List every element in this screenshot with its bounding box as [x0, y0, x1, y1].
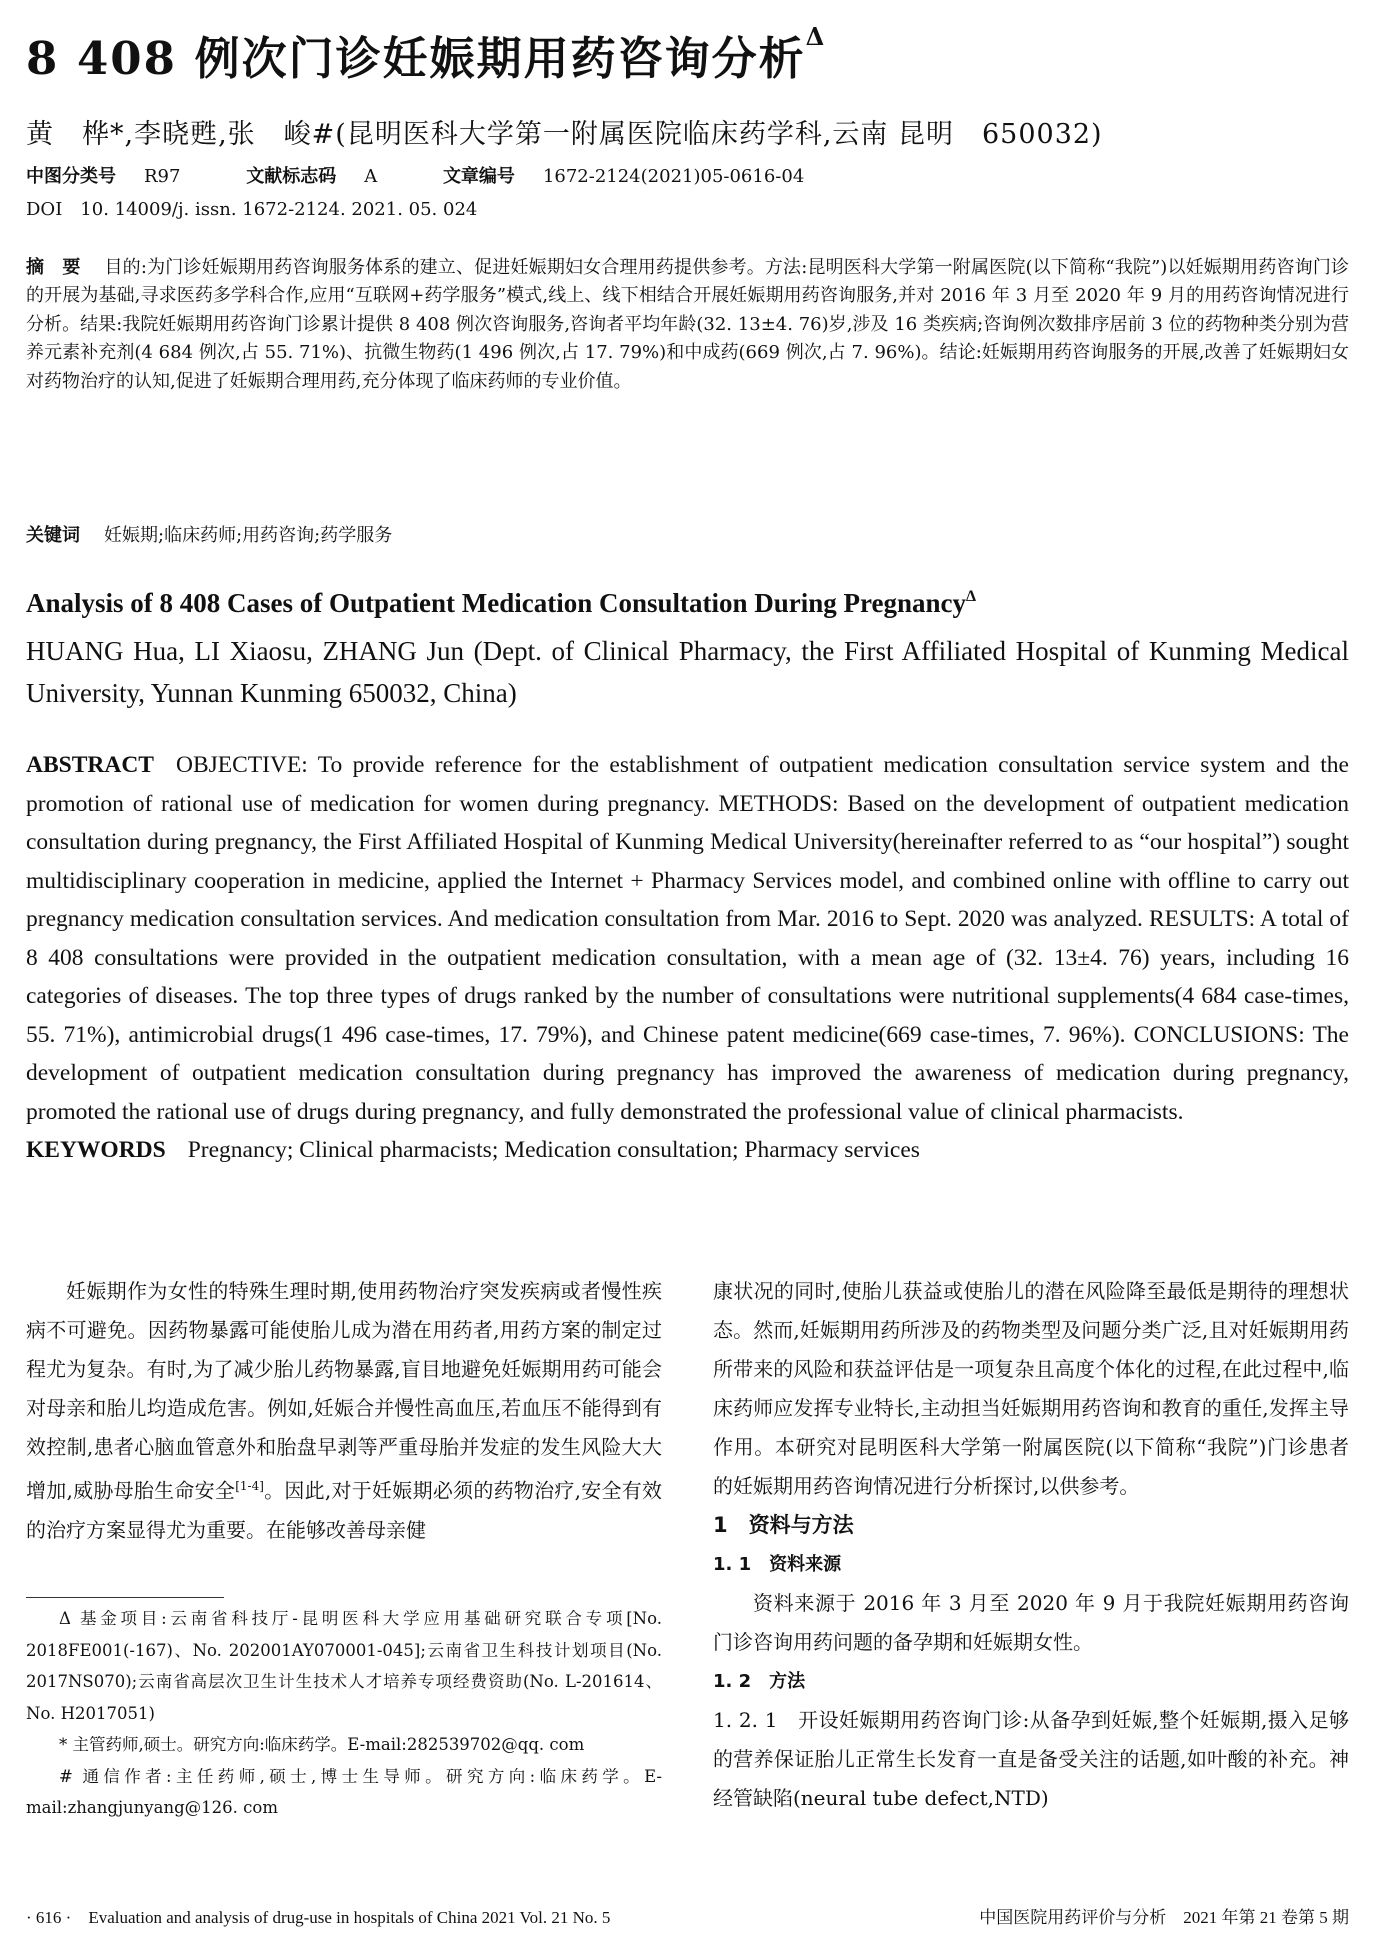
method-paragraph: 1. 2. 1 开设妊娠期用药咨询门诊:从备孕到妊娠,整个妊娠期,摄入足够的营养保证胎儿正常生长发育一直是备受关注的话题,如叶酸的补充。神经管缺陷(neural tube defect,NTD): [713, 1708, 1349, 1810]
section-heading-1: 1 资料与方法: [713, 1513, 854, 1537]
abstract-en-label: ABSTRACT: [26, 752, 154, 778]
section-heading-1-2: 1. 2 方法: [713, 1671, 806, 1692]
article-title: 8 408 例次门诊妊娠期用药咨询分析$^\Delta$: [26, 22, 827, 85]
abstract-cn-label: 摘 要: [26, 257, 81, 278]
keywords-en-text: Pregnancy; Clinical pharmacists; Medication consultation; Pharmacy services: [187, 1137, 920, 1163]
footer-right: 中国医院用药评价与分析 2021 年第 21 卷第 5 期: [979, 1908, 1349, 1927]
intro-continuation: 康状况的同时,使胎儿获益或使胎儿的潜在风险降至最低是期待的理想状态。然而,妊娠期用药所涉及的药物类型及问题分类广泛,且对妊娠期用药所带来的风险和获益评估是一项复杂且高度个体化的过程,在此过程中,临床药师应发挥专业特长,主动担当妊娠期用药咨询和教育的重任,发挥主导作用。本研究对昆明医科大学第一附属医院(以下简称“我院”)门诊患者的妊娠期用药咨询情况进行分析探讨,以供参考。: [713, 1279, 1349, 1498]
keywords-cn-text: 妊娠期;临床药师;用药咨询;药学服务: [104, 525, 393, 546]
intro-paragraph: 妊娠期作为女性的特殊生理时期,使用药物治疗突发疾病或者慢性疾病不可避免。因药物暴露可能使胎儿成为潜在用药者,用药方案的制定过程尤为复杂。有时,为了减少胎儿药物暴露,盲目地避免妊娠期用药可能会对母亲和胎儿均造成危害。例如,妊娠合并慢性高血压,若血压不能得到有效控制,患者心脑血管意外和胎盘早剥等严重母胎并发症的发生风险大大增加,威胁母胎生命安全[1-4]。因此,对于妊娠期必须的药物治疗,安全有效的治疗方案显得尤为重要。在能够改善母亲健: [26, 1279, 663, 1542]
doc-code-value: A: [364, 166, 378, 187]
keywords-en-label: KEYWORDS: [26, 1137, 166, 1163]
english-fund-mark: Δ: [966, 588, 977, 605]
classification-line: [26, 162, 804, 188]
footer-left: · 616 · Evaluation and analysis of drug-use in hospitals of China 2021 Vol. 21 No. 5: [26, 1908, 611, 1927]
doi-line: DOI 10. 14009/j. issn. 1672-2124. 2021. 05. 024: [26, 199, 478, 220]
body-right-column: [713, 1272, 1349, 1818]
footnote-rule: [26, 1597, 224, 1598]
english-title: Analysis of 8 408 Cases of Outpatient Medication Consultation During Pregnancy$^\Delta$: [26, 588, 977, 618]
doc-code-label: 文献标志码: [246, 166, 337, 187]
author-line: 黄 桦*,李晓甦,张 峻#(昆明医科大学第一附属医院临床药学科,云南 昆明 650032): [26, 119, 1103, 150]
clc-value: R97: [144, 166, 181, 187]
article-no-value: 1672-2124(2021)05-0616-04: [542, 166, 805, 187]
first-author-footnote: * 主管药师,硕士。研究方向:临床药学。E-mail:282539702@qq. com: [59, 1735, 585, 1754]
fund-mark: Δ: [805, 22, 827, 51]
section-heading-1-1: 1. 1 资料来源: [713, 1554, 842, 1575]
article-no-label: 文章编号: [442, 166, 515, 187]
abstract-cn-text: 目的:为门诊妊娠期用药咨询服务体系的建立、促进妊娠期妇女合理用药提供参考。方法:昆明医科大学第一附属医院(以下简称“我院”)以妊娠期用药咨询门诊的开展为基础,寻求医药多学科合作,应用“互联网+药学服务”模式,线上、线下相结合开展妊娠期用药咨询服务,并对 2016 年 3 月至 2020 年 9 月的用药咨询情况进行分析。结果:我院妊娠期用药咨询门诊累计提供 8 408 例次咨询服务,咨询者平均年龄(32. 13±4. 76)岁,涉及 16 类疾病;咨询例次数排序居前 3 位的药物种类分别为营养元素补充剂(4 684 例次,占 55. 71%)、抗微生物药(1 496 例次,占 17. 79%)和中成药(669 例次,占 7. 96%)。结论:妊娠期用药咨询服务的开展,改善了妊娠期妇女对药物治疗的认知,促进了妊娠期合理用药,充分体现了临床药师的专业价值。: [26, 257, 1349, 392]
clc-label: 中图分类号: [26, 166, 116, 187]
english-authors: HUANG Hua, LI Xiaosu, ZHANG Jun (Dept. of Clinical Pharmacy, the First Affiliated Hospital of Kunming Medical University, Yunnan Kunming 650032, China): [26, 636, 1349, 708]
footnotes: [26, 1603, 662, 1824]
citation-ref: [1-4]: [235, 1479, 264, 1493]
abstract-cn: [26, 254, 1349, 396]
body-left-column: [26, 1272, 662, 1550]
fund-footnote: Δ 基金项目:云南省科技厅-昆明医科大学应用基础研究联合专项[No. 2018FE001(-167)、No. 202001AY070001-045];云南省卫生科技计划项目(No. 2017NS070);云南省高层次卫生计生技术人才培养专项经费资助(No. L-201614、No. H2017051): [26, 1609, 662, 1723]
abstract-en-text: OBJECTIVE: To provide reference for the establishment of outpatient medication consultation service system and the promotion of rational use of medication for women during pregnancy. METHODS: Based on the development of outpatient medication consultation during pregnancy, the First Affiliated Hospital of Kunming Medical University(hereinafter referred to as “our hospital”) sought multidisciplinary cooperation in medicine, applied the Internet + Pharmacy Services model, and combined online with offline to carry out pregnancy medication consultation services. And medication consultation from Mar. 2016 to Sept. 2020 was analyzed. RESULTS: A total of 8 408 consultations were provided in the outpatient medication consultation, with a mean age of (32. 13±4. 76) years, including 16 categories of diseases. The top three types of drugs ranked by the number of consultations were nutritional supplements(4 684 case-times, 55. 71%), antimicrobial drugs(1 496 case-times, 17. 79%), and Chinese patent medicine(669 case-times, 7. 96%). CONCLUSIONS: The development of outpatient medication consultation during pregnancy has improved the awareness of medication during pregnancy, promoted the rational use of drugs during pregnancy, and fully demonstrated the professional value of clinical pharmacists.: [26, 752, 1349, 1125]
keywords-cn-label: 关键词: [26, 525, 80, 546]
data-source-paragraph: 资料来源于 2016 年 3 月至 2020 年 9 月于我院妊娠期用药咨询门诊咨询用药问题的备孕期和妊娠期女性。: [713, 1591, 1349, 1654]
keywords-cn: [26, 522, 1349, 550]
abstract-en: [26, 746, 1349, 1170]
corresponding-author-footnote: # 通信作者:主任药师,硕士,博士生导师。研究方向:临床药学。E-mail:zhangjunyang@126. com: [26, 1766, 662, 1817]
